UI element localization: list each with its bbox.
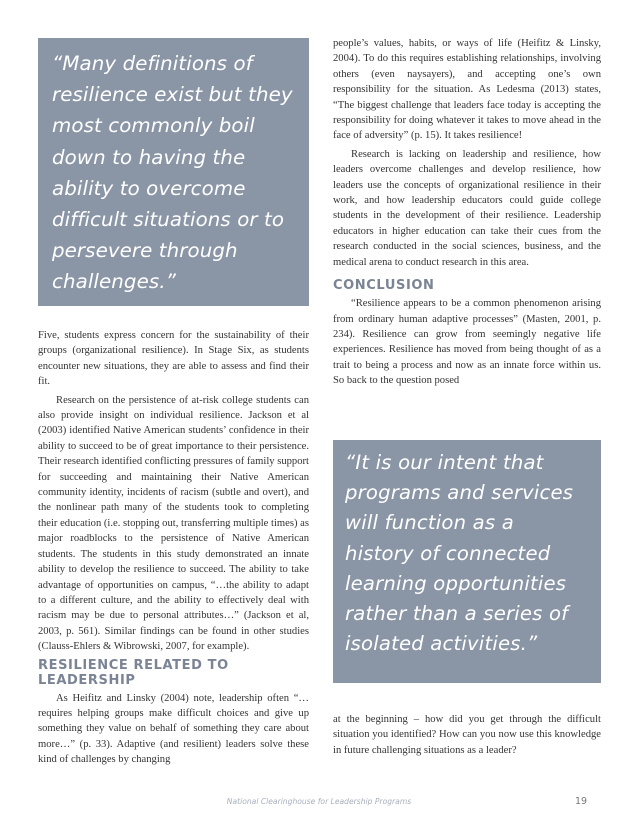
paragraph-values-habits: people’s values, habits, or ways of life (Heifitz & Linsky, 2004). To do this requires establishing relationships, involving others (even naysayers), and accepting one’s own responsibility for the situation. As Ledesma (2013) states, “The biggest challenge that leaders face today is accepting the responsibility for doing whatever it takes to move ahead in the face of adversity” (p. 15). It takes resilience!: [333, 38, 601, 142]
left-column: [38, 38, 309, 768]
paragraph-heifitz-linsky: As Heifitz and Linsky (2004) note, leadership often “…requires helping groups make difficult choices and give up something they value on behalf of something they care about more…” (p. 33). Adaptive (and resilient) leaders solve these kind of challenges by changing: [38, 692, 309, 766]
page-number: 19: [575, 796, 588, 807]
paragraph-stages: Five, students express concern for the sustainability of their groups (organizational resilience). In Stage Six, as students encounter new situations, they are able to assess and find their fit.: [38, 330, 309, 388]
footer-publication: National Clearinghouse for Leadership Programs: [226, 797, 412, 806]
paragraph-research-lacking: Research is lacking on leadership and resilience, how leaders overcome challenges and develop resilience, how leaders use the concepts of organizational resilience in their work, and how leadership educators could guide college students in the development of their resilience. Leadership educators in higher education can take their cues from the research conducted in the social sciences, business, and the medical arena to conduct research in this area.: [333, 148, 601, 268]
heading-conclusion: CONCLUSION: [333, 278, 435, 294]
pull-quote-programs-services: “It is our intent that programs and services will function as a history of connected learning opportunities rather than a series of isolated activities.”: [333, 440, 601, 683]
right-column: [333, 36, 601, 389]
paragraph-persistence-research: Research on the persistence of at-risk college students can also provide insight on individual resilience. Jackson et al (2003) identified Native American students’ confidence in their ability to succeed to be of great importance to their persistence. Their research identified conflicting pressures of family support for succeeding and maintaining their Native American community identity, incidents of racism (subtle and overt), and the nonlinear path many of the students took to completing their education (i.e. stopping out, transferring multiple times) as major roadblocks to the persistence of Native American students. The students in this study demonstrated an innate ability to develop the resilience to succeed. The ability to take advantage of opportunities on campus, “…the ability to adapt to a different culture, and the ability to effectively deal with racism may be due to personal attributes…” (Jackson et al, 2003, p. 561). Similar findings can be found in other studies (Clauss-Ehlers & Wibrowski, 2007, for example).: [38, 394, 309, 653]
pull-quote-resilience-definitions: “Many definitions of resilience exist but they most commonly boil down to having the ability to overcome difficult situations or to persevere through challenges.”: [38, 38, 309, 306]
left-body: [38, 328, 309, 768]
right-bottom-text: [333, 712, 601, 758]
heading-resilience-leadership: RESILIENCE RELATED TO LEADERSHIP: [38, 657, 229, 688]
paragraph-closing-question: at the beginning – how did you get through the difficult situation you identified? How can you now use this knowledge in future challenging situations as a leader?: [333, 714, 601, 756]
paragraph-conclusion: “Resilience appears to be a common phenomenon arising from ordinary human adaptive processes” (Masten, 2001, p. 234). Resilience can grow from seemingly negative life experiences. Resilience has moved from being thought of as a trait to being a process and now as an innate force within us. So back to the question posed: [333, 298, 601, 387]
